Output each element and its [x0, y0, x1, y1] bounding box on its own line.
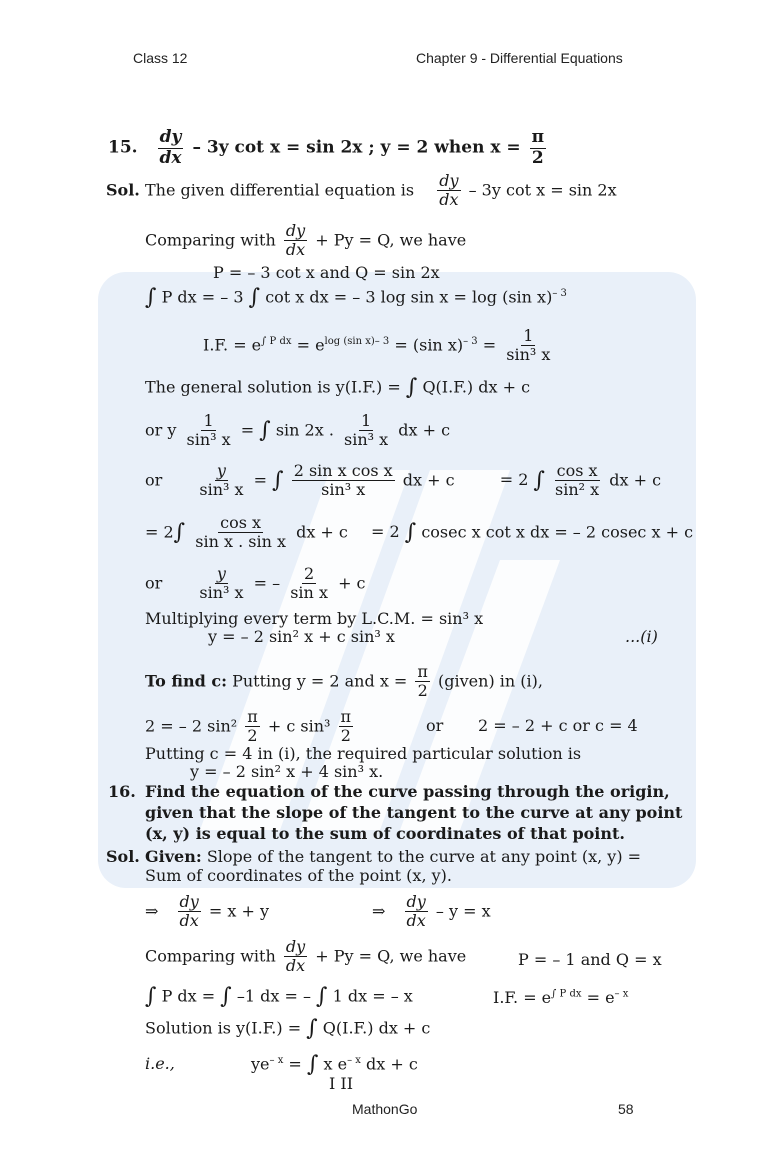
- sol16-solution: Solution is y(I.F.) = ∫ Q(I.F.) dx + c: [145, 1016, 431, 1041]
- sol15-final: y = – 2 sin² x + 4 sin³ x.: [190, 762, 384, 781]
- sol15-general: The general solution is y(I.F.) = ∫ Q(I.F.) dx + c: [145, 375, 531, 400]
- sol16-ie: i.e.,: [145, 1054, 175, 1073]
- question-16: 16.: [108, 782, 136, 801]
- sol16-arrows: ⇒ $\frac{dy}{dx}$ = x + y: [145, 892, 270, 931]
- sol16-given-line2: Sum of coordinates of the point (x, y).: [145, 866, 452, 885]
- sol15-put: Putting c = 4 in (i), the required particular solution is: [145, 744, 582, 763]
- sol16-compare: Comparing with $\frac{dy}{dx}$ + Py = Q, we have: [145, 937, 467, 976]
- sol15-or2: or $\frac{y}{\text{sin³ x}}$ = ∫ $\frac{\text{2 sin x cos x}}{\text{sin³ x}}$ dx + c = 2 ∫ $\frac{\text{cos x}}{\text{sin² x}}$ dx + c: [145, 461, 662, 500]
- sol15-compare: Comparing with $\frac{dy}{dx}$ + Py = Q, we have: [145, 221, 467, 260]
- sol15-find: To find c: Putting y = 2 and x = $\frac{\pi}{2}$ (given) in (i),: [145, 662, 543, 701]
- sol15-line3: = 2∫ $\frac{\text{cos x}}{\text{sin x . sin x}}$ dx + c = 2 ∫ cosec x cot x dx = – 2 cosec x + c: [145, 513, 694, 552]
- q15-equation: – 3y cot x = sin 2x ; y = 2 when x =: [192, 137, 521, 158]
- footer-brand: MathonGo: [352, 1101, 418, 1117]
- sol15-pq: P = – 3 cot x and Q = sin 2x: [213, 263, 440, 282]
- sol15-sub-or: or: [426, 716, 444, 735]
- q15-fraction: $\frac{dy}{dx}$: [159, 127, 182, 168]
- sol16-integral: ∫ P dx = ∫ –1 dx = – ∫ 1 dx = – x: [145, 984, 413, 1009]
- sol15-line1: Sol. The given differential equation is $\frac{dy}{dx}$ – 3y cot x = sin 2x: [106, 171, 617, 210]
- q15-pi-fraction: $\frac{\pi}{2}$: [531, 127, 545, 168]
- sol16-parts: I II: [329, 1074, 354, 1093]
- q16-line2: given that the slope of the tangent to the curve at any point: [145, 803, 683, 822]
- question-number: 15.: [108, 137, 138, 158]
- sol-label: Sol.: [106, 180, 140, 200]
- sol15-if: I.F. = $e^{\int P dx} = e^{log (sin x)- 3} = (\sin$ x)$^{- 3}$ = $\frac{1}{\text{sin³ x}}$: [203, 326, 551, 365]
- q16-line1: Find the equation of the curve passing through the origin,: [145, 782, 670, 801]
- sol15-ysol: y = – 2 sin² x + c sin³ x: [208, 627, 395, 646]
- sol15-integral-p: ∫ P dx = – 3 ∫ cot x dx = – 3 log sin x = log (sin x)$^{- 3}$: [145, 285, 567, 310]
- q16-line3: (x, y) is equal to the sum of coordinates of that point.: [145, 824, 625, 843]
- sol16-arrow2: ⇒ $\frac{dy}{dx}$ – y = x: [372, 892, 491, 931]
- sol15-sub-result: 2 = – 2 + c or c = 4: [478, 716, 638, 735]
- sol15-ysol-tag: ...(i): [625, 627, 658, 646]
- sol15-sub: 2 = – 2 sin² $\frac{\pi}{2}$ + c sin³ $\frac{\pi}{2}$: [145, 707, 352, 746]
- sol15-mult: Multiplying every term by L.C.M. = sin³ x: [145, 609, 484, 628]
- sol15-or3: or $\frac{y}{\text{sin³ x}}$ = – $\frac{2}{\text{sin x}}$ + c: [145, 564, 366, 603]
- header-class: Class 12: [133, 50, 188, 66]
- sol16-ie-eq: $ye^{- x}$ = ∫ x $e^{- x}$ dx + c: [251, 1052, 418, 1077]
- sol15-or1: or y $\frac{1}{\text{sin³ x}}$ = ∫ sin 2x . $\frac{1}{\text{sin³ x}}$ dx + c: [145, 411, 451, 450]
- sol16-given: Sol. Given: Slope of the tangent to the curve at any point (x, y) =: [106, 847, 642, 866]
- sol16-if: I.F. = $e^{\int P dx} = e^{- x}$: [493, 988, 629, 1007]
- sol16-pq: P = – 1 and Q = x: [518, 950, 662, 969]
- page-number: 58: [618, 1101, 634, 1117]
- question-15: [108, 128, 549, 168]
- header-chapter: Chapter 9 - Differential Equations: [416, 50, 623, 66]
